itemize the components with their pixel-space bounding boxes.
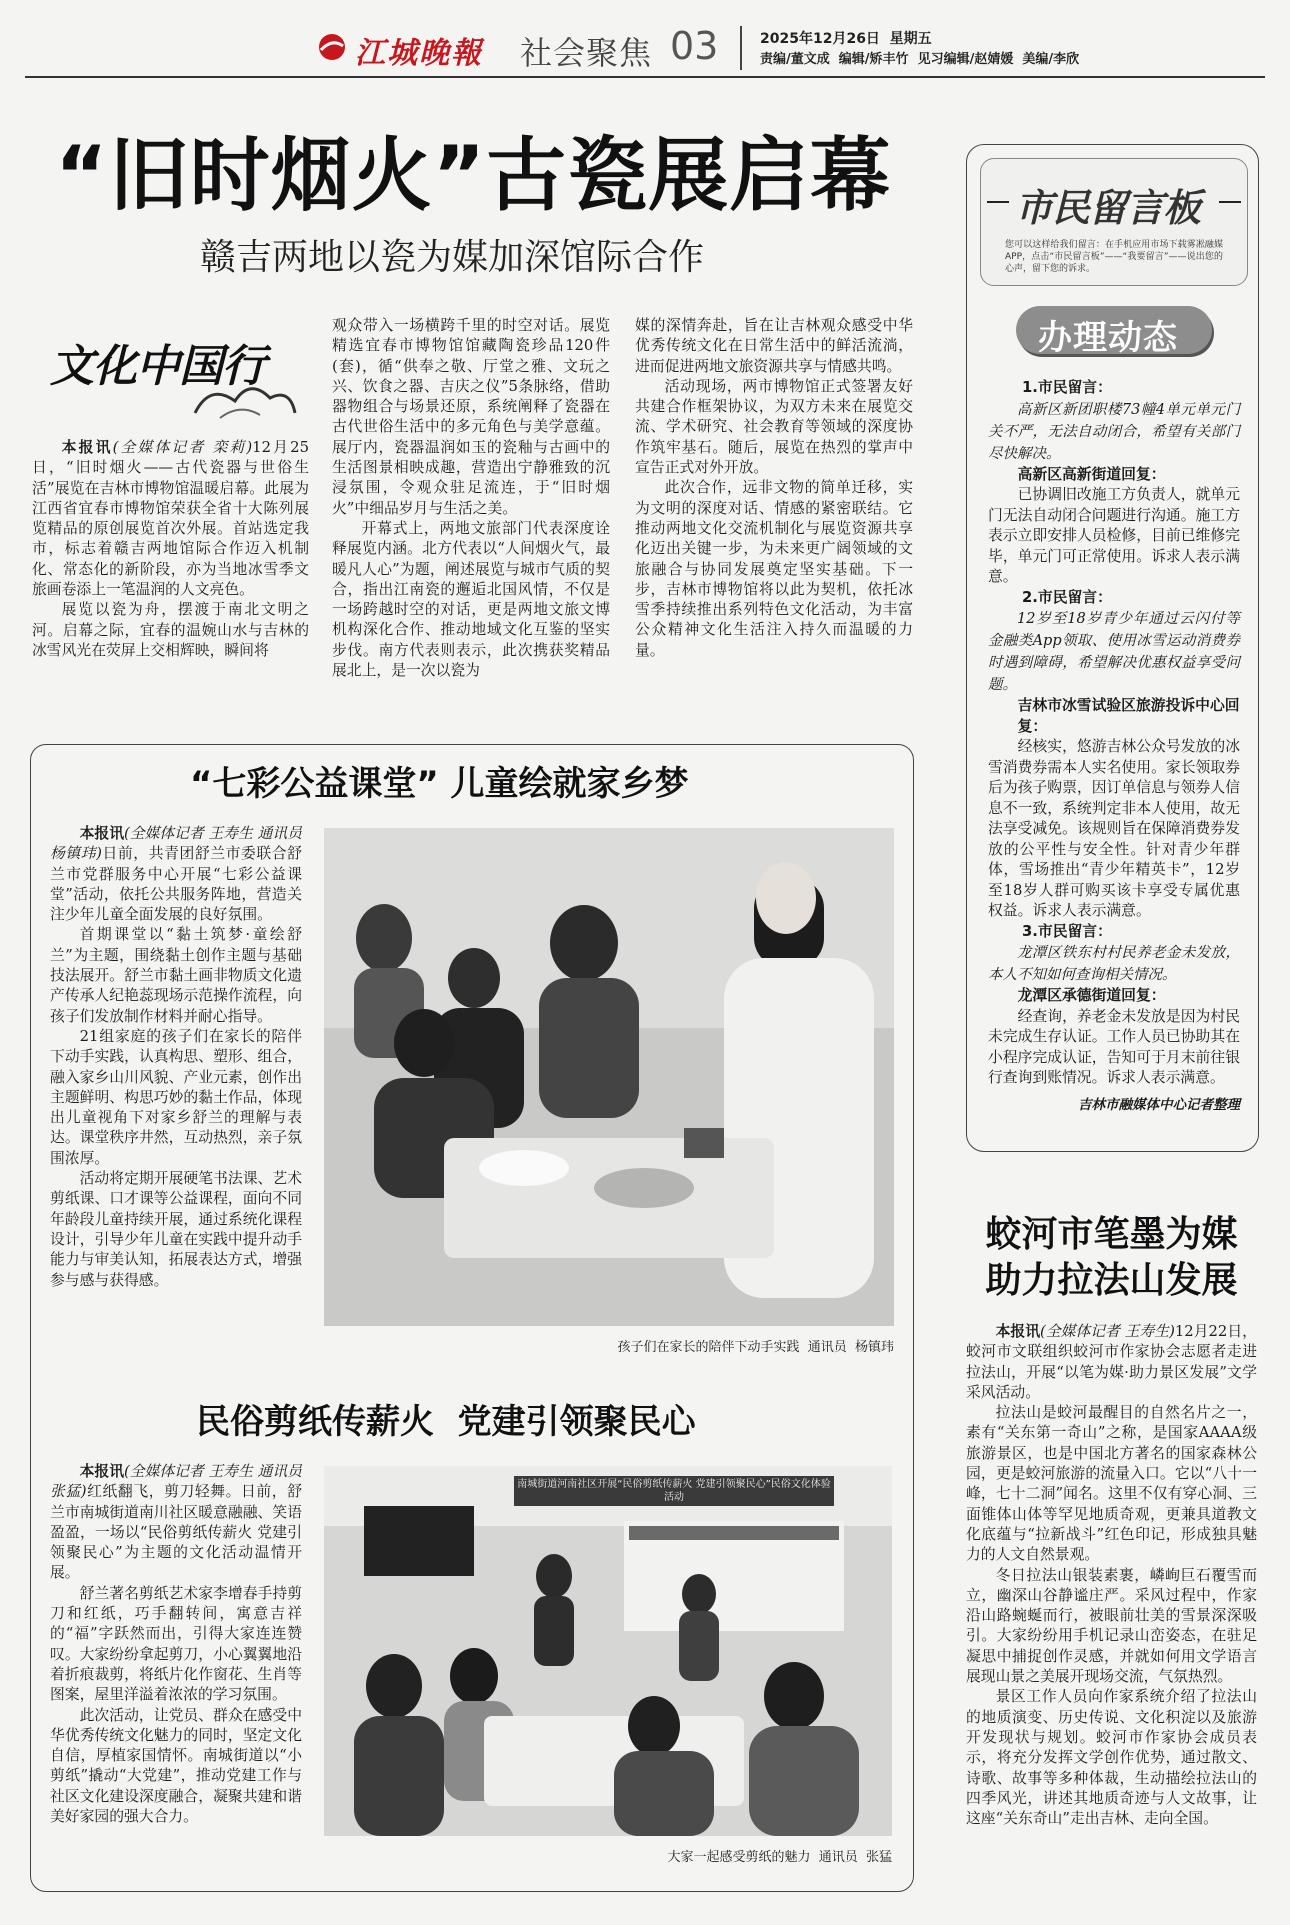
section-name: 社会聚焦	[520, 34, 653, 72]
art3-text	[50, 1462, 302, 1827]
message-item	[988, 922, 1240, 1089]
art3-paragraph: 此次活动，让党员、群众在感受中华优秀传统文化魅力的同时，坚定文化自信，厚植家国情怀。南城街道以“小剪纸”撬动“大党建”，推动党建工作与社区文化建设深度融合，凝聚共建和谐美好家园的强大合力。	[50, 1706, 302, 1826]
art2-byline: 本报讯	[79, 825, 124, 842]
art4-text	[966, 1322, 1257, 1829]
reply-text: 经查询，养老金未发放是因为村民未完成生存认证。工作人员已协助其在小程序完成认证，告知可于月末前往银行查询到账情况。诉求人表示满意。	[988, 1007, 1240, 1086]
art2-paragraph	[50, 824, 302, 925]
art2-photo	[324, 828, 894, 1326]
art2-caption: 孩子们在家长的陪伴下动手实践 通讯员 杨镇玮	[617, 1340, 894, 1355]
newspaper-logo	[315, 28, 505, 71]
staff-line: 责编/董文成 编辑/矫丰竹 见习编辑/赵婧媛 美编/李欣	[760, 52, 1080, 67]
art4-reporter: (全媒体记者 王寿生)	[1040, 1323, 1175, 1340]
art2-headline: “七彩公益课堂” 儿童绘就家乡梦	[190, 764, 689, 804]
lead-column-2	[332, 316, 610, 681]
lead-reporter: (全媒体记者 栾莉)	[112, 439, 253, 456]
classroom-scene-image	[324, 828, 894, 1326]
art3-caption: 大家一起感受剪纸的魅力 通讯员 张猛	[667, 1850, 892, 1865]
message-question-label: 2.市民留言：	[1022, 588, 1112, 606]
art3-headline: 民俗剪纸传薪火 党建引领聚民心	[196, 1402, 696, 1442]
masthead-divider	[740, 26, 742, 70]
art3-photo	[324, 1466, 892, 1836]
message-question-label: 1.市民留言：	[1022, 379, 1112, 396]
status-tab	[1016, 306, 1212, 358]
art3-paragraph-text: 红纸翻飞，剪刀轻舞。日前，舒兰市南城街道南川社区暖意融融、笑语盈盈，一场以“民俗剪纸传薪火 党建引领聚民心”为主题的文化活动温情开展。	[50, 1483, 302, 1582]
art4-headline-line2: 助力拉法山发展	[985, 1260, 1238, 1301]
status-tab-label: 办理动态	[1038, 318, 1178, 358]
message-board-footer: 吉林市融媒体中心记者整理	[1078, 1096, 1240, 1113]
art3-reporter: (全媒体记者 王寿生 通讯员 张猛)	[50, 1463, 302, 1501]
art2-paragraph-text: 日前，共青团舒兰市委联合舒兰市党群服务中心开展“七彩公益课堂”活动，依托公共服务阵地，营造关注少年儿童全面发展的良好氛围。	[50, 845, 302, 924]
page-number: 03	[670, 24, 719, 68]
header-rule-left	[987, 201, 1009, 203]
art2-paragraph: 活动将定期开展硬笔书法课、艺术剪纸课、口才课等公益课程，面向不同年龄段儿童持续开展，通过系统化课程设计，引导少年儿童在实践中提升动手能力与审美认知，拓展表达方式，增强参与感与获得感。	[50, 1170, 302, 1289]
art3-paragraph	[50, 1462, 302, 1584]
message-question-text: 高新区新团职楼73幢4单元单元门关不严，无法自动闭合，希望有关部门尽快解决。	[988, 401, 1240, 462]
lead-paragraph: 活动现场，两市博物馆正式签署友好共建合作框架协议，为双方未来在展览交流、学术研究、社会教育等领域的深度协作筑牢基石。随后，展览在热烈的掌声中宣告正式对外开放。	[635, 377, 913, 477]
column-logo	[40, 318, 308, 428]
art4-paragraph-text: 12月22日，蛟河市文联组织蛟河市作家协会志愿者走进拉法山，开展“以笔为媒·助力景区发展”文学采风活动。	[966, 1323, 1257, 1401]
art2-paragraph: 首期课堂以“黏土筑梦·童绘舒兰”为主题，围绕黏土创作主题与基础技法展开。舒兰市黏土画非物质文化遗产传承人纪艳蕊现场示范操作流程，向孩子们发放制作材料并耐心指导。	[50, 926, 302, 1025]
lead-paragraph: 展览以瓷为舟，摆渡于南北文明之河。启幕之际，宜春的温婉山水与吉林的冰雪风光在荧屏上交相辉映，瞬间将	[32, 601, 309, 659]
message-list	[988, 378, 1240, 1113]
art3-paragraph: 舒兰著名剪纸艺术家李增春手持剪刀和红纸，巧手翻转间，寓意吉祥的“福”字跃然而出，引得大家连连赞叹。大家纷纷拿起剪刀，小心翼翼地沿着折痕裁剪，将纸片化作窗花、生肖等图案，屋里洋溢着浓浓的学习氛围。	[50, 1584, 302, 1704]
art2-text	[50, 824, 302, 1291]
art3-byline: 本报讯	[79, 1463, 124, 1480]
lead-byline: 本报讯	[61, 439, 113, 456]
lead-paragraph	[32, 438, 309, 600]
message-question-text: 12岁至18岁青少年通过云闪付等金融类App领取、使用冰雪运动消费券时遇到障碍，希望解决优惠权益享受问题。	[988, 611, 1240, 693]
date-line: 2025年12月26日 星期五	[760, 31, 932, 47]
art4-paragraph: 冬日拉法山银装素裹，嶙峋巨石覆雪而立，幽深山谷静谧庄严。采风过程中，作家沿山路蜿蜒而行，被眼前壮美的雪景深深吸引。大家纷纷用手机记录山峦姿态，在驻足凝思中捕捉创作灵感，并就如何用文学语言展现山景之美展开现场交流，气氛热烈。	[966, 1566, 1257, 1686]
header-rule-right	[1219, 201, 1241, 203]
message-board-note: 您可以这样给我们留言：在手机应用市场下载雾凇融媒APP，点击“市民留言板”——“我要留言”——说出您的心声，留下您的诉求。	[1005, 240, 1223, 274]
lead-subhead: 赣吉两地以瓷为媒加深馆际合作	[200, 237, 705, 278]
art4-byline: 本报讯	[995, 1323, 1041, 1340]
masthead-rule	[25, 76, 1265, 78]
art4-headline-line1: 蛟河市笔墨为媒	[985, 1214, 1238, 1255]
reply-text: 经核实，悠游吉林公众号发放的冰雪消费券需本人实名使用。家长领取券后为孩子购票，因订单信息与领券人信息不一致，系统判定非本人使用，故无法享受减免。该规则旨在保障消费券发放的公平性与安全性。针对青少年群体，雪场推出“青少年精英卡”，12岁至18岁人群可购买该卡享受专属优惠权益。诉求人表示满意。	[988, 738, 1240, 919]
message-item	[988, 378, 1240, 588]
lead-column-1	[32, 438, 309, 661]
reply-text: 已协调旧改施工方负责人，就单元门无法自动闭合问题进行沟通。施工方表示立即安排人员检修，目前已维修完毕，单元门可正常使用。诉求人表示满意。	[988, 486, 1240, 585]
message-item	[988, 588, 1240, 922]
art4-paragraph	[966, 1322, 1257, 1403]
lead-paragraph: 媒的深情奔赴，旨在让吉林观众感受中华优秀传统文化在日常生活中的鲜活流淌，进而促进两地文旅资源共享与情感共鸣。	[635, 317, 913, 375]
message-board-title: 市民留言板	[1015, 185, 1201, 230]
message-question-label: 3.市民留言：	[1022, 922, 1112, 940]
art4-paragraph: 拉法山是蛟河最醒目的自然名片之一，素有“关东第一奇山”之称，是国家AAAA级旅游景区，也是中国北方著名的国家森林公园，更是蛟河旅游的流量入口。它以“八十一峰，七十二洞”闻名。这里不仅有穿心洞、三面锥体山体等罕见地质奇观，更兼具道教文化底蕴与“拉新战斗”红色印记，形成独具魅力的人文自然景观。	[966, 1404, 1257, 1564]
message-question-text: 龙潭区铁东村村民养老金未发放，本人不知如何查询相关情况。	[988, 945, 1240, 983]
reply-label: 吉林市冰雪试验区旅游投诉中心回复：	[1017, 697, 1240, 735]
art2-paragraph: 21组家庭的孩子们在家长的陪伴下动手实践，认真构思、塑形、组合，融入家乡山川风貌、产业元素，创作出主题鲜明、构思巧妙的黏土作品，体现出儿童视角下对家乡舒兰的理解与表达。课堂秩序井然，互动热烈，亲子氛围浓厚。	[50, 1027, 302, 1167]
message-board-header	[980, 158, 1248, 286]
art4-paragraph: 景区工作人员向作家系统介绍了拉法山的地质演变、历史传说、文化积淀以及旅游开发现状与规划。蛟河市作家协会成员表示，将充分发挥文学创作优势，通过散文、诗歌、故事等多种体裁，生动描绘拉法山的四季风光，讲述其地质奇迹与人文故事，让这座“关东奇山”走出吉林、走向全国。	[966, 1688, 1257, 1828]
lead-paragraph: 观众带入一场横跨千里的时空对话。展览精选宜春市博物馆馆藏陶瓷珍品120件(套)，循“供奉之敬、厅堂之雅、文玩之兴、饮食之器、吉庆之仪”5条脉络，借助器物组合与场景还原，系统阐释了瓷器在古代世俗生活中的多元角色与美学意蕴。展厅内，瓷器温润如玉的瓷釉与古画中的生活图景相映成趣，营造出宁静雅致的沉浸氛围，令观众驻足流连，于“旧时烟火”中细品岁月与生活之美。	[332, 317, 610, 517]
art2-reporter: (全媒体记者 王寿生 通讯员 杨镇玮)	[50, 825, 302, 863]
event-banner-text: 南城街道河南社区开展“民俗剪纸传薪火 党建引领聚民心”民俗文化体验活动	[517, 1479, 831, 1503]
masthead	[0, 0, 1290, 80]
logo-mark-icon	[315, 32, 349, 62]
lead-headline: “旧时烟火”古瓷展启幕	[55, 129, 892, 222]
reply-label: 龙潭区承德街道回复：	[1017, 987, 1166, 1004]
lead-column-3	[635, 316, 913, 661]
lead-paragraph-text: 12月25日，“旧时烟火——古代瓷器与世俗生活”展览在吉林市博物馆温暖启幕。此展为江西省宜春市博物馆荣获全省十大陈列展览精品的原创展览首次外展。首站选定我市，标志着赣吉两地馆际合作迈入机制化、常态化的新阶段，亦为当地冰雪季文旅画卷添上一笔温润的人文亮色。	[32, 439, 309, 599]
papercut-activity-image	[324, 1466, 892, 1836]
reply-label: 高新区高新街道回复：	[1017, 465, 1166, 483]
lead-paragraph: 开幕式上，两地文旅部门代表深度诠释展览内涵。北方代表以“人间烟火气，最暖凡人心”为题，阐述展览与城市气质的契合，指出江南瓷的邂逅北国风情，不仅是一场跨越时空的对话，更是两地文旅文博机构深化合作、推动地域文化互鉴的坚实步伐。南方代表则表示，此次携获奖精品展北上，是一次以瓷为	[332, 519, 610, 680]
logo-wordmark: 江城晚報	[355, 36, 483, 71]
art4-headline	[966, 1212, 1257, 1304]
lead-paragraph: 此次合作，远非文物的简单迁移，实为文明的深度对话、情感的紧密联结。它推动两地文化交流机制化与展览资源共享化迈出关键一步，为未来更广阔领域的文旅融合与协同发展奠定坚实基础。下一步，吉林市博物馆将以此为契机，依托冰雪季持续推出系列特色文化活动，为丰富公众精神文化生活注入持久而温暖的力量。	[635, 479, 913, 659]
column-logo-text: 文化中国行	[50, 341, 265, 392]
